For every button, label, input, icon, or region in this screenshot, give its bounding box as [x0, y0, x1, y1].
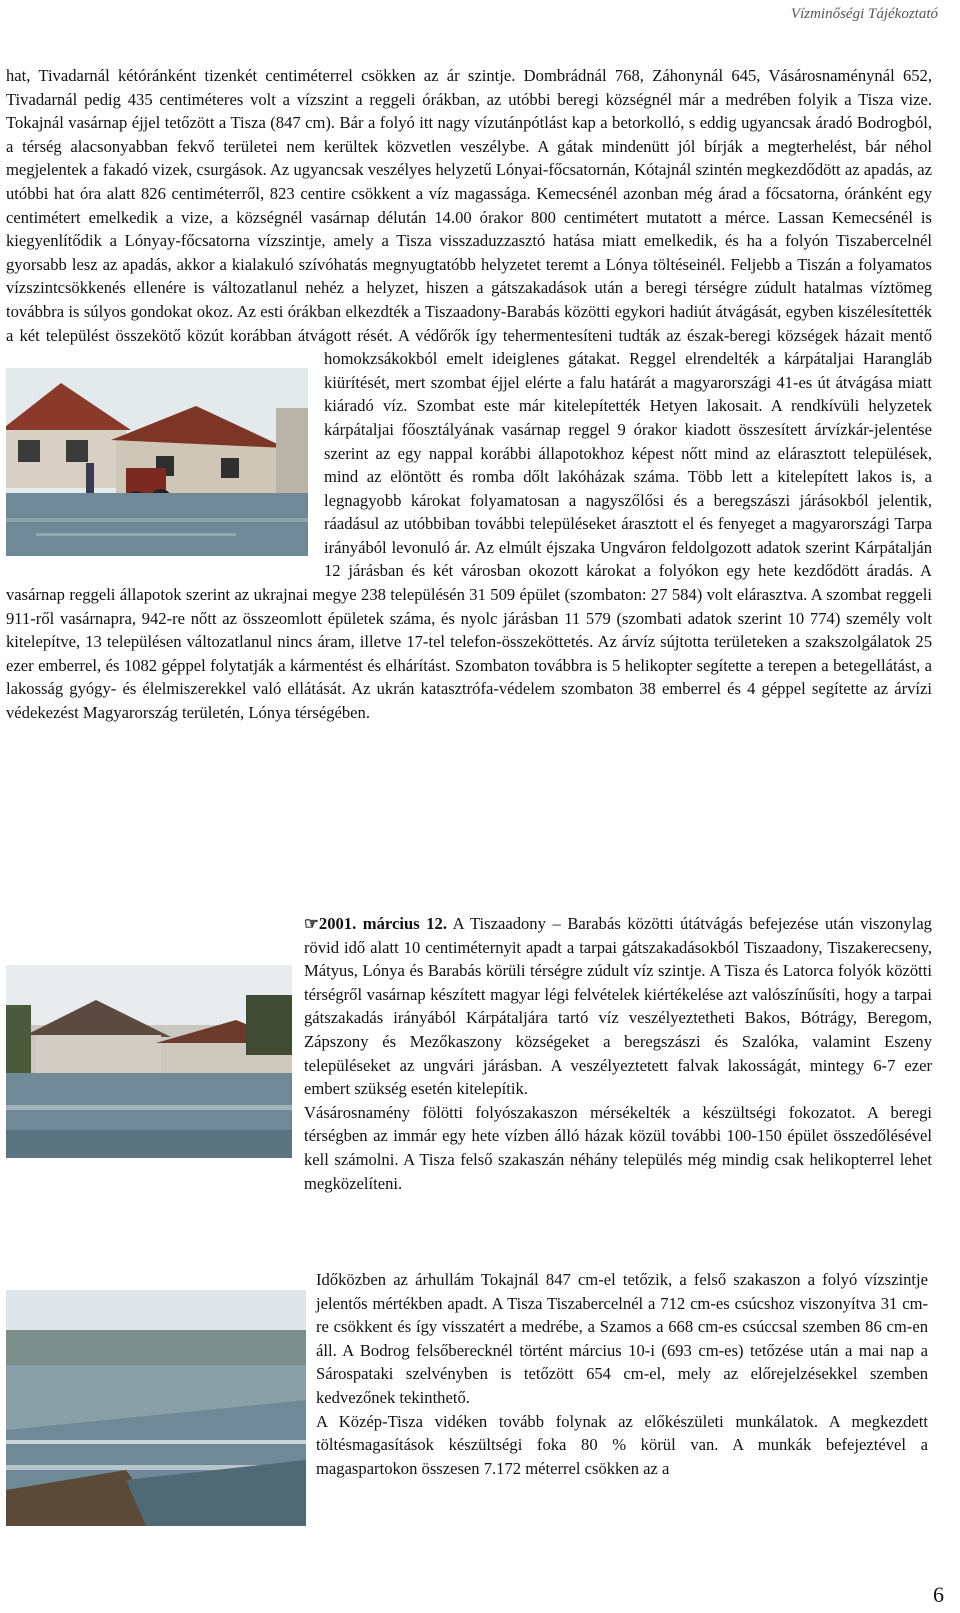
paragraph-1: hat, Tivadarnál kétóránként tizenkét centiméterrel csökken az ár szintje. Dombrádnál 768, Záhonynál 645, Vásárosnaménynál 652, Tivadarnál pedig 435 centiméteres volt a vízszint a reggeli órákban, az utóbbi beregi községnél már a medrében folyik a Tisza vize. Tokajnál vasárnap éjjel tetőzött a Tisza (847 cm). Bár a folyó itt nagy vízutánpótlást kap a betorkolló, s eddig ugyancsak áradó Bodrogból, a térség alacsonyabban fekvő területei nem kerültek közvetlen veszélybe. A gátak mindenütt jól bírják a megterhelést, bár néhol megjelentek a fakadó vizek, csurgások. Az ugyancsak veszélyes helyzetű Lónyai-főcsatornán, Kótajnál szintén megkezdődött az apadás, az utóbbi hat óra alatt 826 centiméterről, 823 centire csökkent a víz magassága. Kemecsénél azonban még árad a főcsatorna, óránként egy centimétert emelkedik a vize, a községnél vasárnap délután 14.00 órakor 800 centimétert mutatott a mérce. Lassan Kemecsénél is kiegyenlítődik a Lónyay-főcsatorna vízszintje, amely a Tisza visszaduzzasztó hatása miatt emelkedik, és ha a folyón Tiszabercelnél gyorsabb lesz az apadás, akkor a kialakuló szívóhatás megnyugtatóbb helyzetet teremt a Lónya töltéseinél. Feljebb a Tiszán a folyamatos vízszintcsökkenés ellenére is változatlanul nehéz a helyzet, hiszen a gátszakadások után a beregi térségre zúdult hatalmas víztömeg továbbra is súlyos gondokat okoz. Az esti órákban elkezdték a Tiszaadony-Barabás közötti egykori hadiút átvágását, egyben kiszélesítették a két települést összekötő közút korábban átvágott rését. A védőrők így tehermentesíteni tudták az észak-beregi községek házait mentő homokzsákokból emelt ideiglenes gátakat. Reggel elrendelték a kárpátaljai Harangláb kiürítését, mert szombat éjjel elérte a falu határát a magyarországi 41-es út átvágása miatt kiáradó víz. Szombat este már kitelepítették Hetyen lakosait. A rendkívüli helyzetek kárpátaljai főosztályának vasárnap reggel 9 órakor kiadott összesített árvízkár-jelentése szerint az egy nappal korábbi állapotokhoz képest nőtt mind az elárasztott települések, mind az elöntött és romba dőlt lakóházak száma. Több lett a kitelepített lakos is, a legnagyobb károkat folyamatosan a nagyszőlősi és a beregszászi járásokból jelentik, ráadásul az utóbbiban további településeket árasztott el és fenyeget a magyarországi Tarpa irányából levonuló ár. Az elmúlt éjszaka Ungváron feldolgozott adatok szerint Kárpátalján 12 járásban és két városban okozott károkat a folyókon egy hete kezdődött áradás. A vasárnap reggeli állapotok szerint az ukrajnai megye 238 településén 31 509 épület (szombaton: 27 584) volt elárasztva. A szombat reggeli 911-ről vasárnapra, 942-re nőtt az összeomlott épületek száma, és nyolc járásban 11 579 (szombati adatok szerint 10 774) személy volt kitelepítve, 13 településen változatlanul nincs áram, illetve 17-tel telefon-összeköttetés. Az árvíz sújtotta területeken a szakszolgálatok 25 ezer emberrel, és 1082 géppel folytatják a kármentést és elhárítást. Szombaton továbbra is 5 helikopter segítette a terepen a betegellátást, a lakosság gyógy- és élelmiszerekkel való ellátását. Az ukrán katasztrófa-védelem szombaton 38 emberrel és 4 géppel segítette az árvízi védekezést Magyarország területén, Lónya térségében. [6, 66, 932, 723]
paragraph-3: Vásárosnamény fölötti folyószakaszon mérsékelték a készültségi fokozatot. A beregi térségben az immár egy hete vízben álló házak közül további 100-150 épület összedőlésével kell számolni. A Tisza felső szakaszán néhány település még mindig csak helikopterrel lehet megközelíteni. [304, 1102, 932, 1193]
article-block-2 [6, 912, 932, 1217]
article-block-1 [6, 64, 932, 725]
photo-wrap-1 [6, 368, 324, 580]
page-number: 6 [933, 1582, 944, 1607]
paragraph-5: A Közép-Tisza vidéken tovább folynak az előkészületi munkálatok. A megkezdett töltésmagasítások készültségi foka 80 % körül van. A munkák befejeztével a magaspartokon összesen 7.172 méterrel csökken az a [316, 1411, 928, 1478]
paragraph-4: Időközben az árhullám Tokajnál 847 cm-el tetőzik, a felső szakaszon a folyó vízszintje jelentős mértékben apadt. A Tisza Tiszabercelnél a 712 cm-es csúcshoz viszonyítva 31 cm-re csökkent és így visszatért a medrébe, a Szamos a 668 cm-es csúccsal szemben 86 cm-en áll. A Bodrog felsőberecknél történt március 10-i (693 cm-es) tetőzése után a mai nap a Sárospataki szelvényben is tetőzött 654 cm-el, mely az előrejelzésekkel szemben kedvezőnek tekinthető. [316, 1270, 928, 1407]
article-block-3 [316, 1268, 928, 1480]
flood-water-photo [6, 1290, 306, 1526]
pointing-hand-icon: ☞ [304, 914, 319, 933]
entry-date: 2001. március 12. [318, 914, 447, 933]
running-header: Vízminőségi Tájékoztató [790, 6, 938, 22]
entry-text: A Tiszaadony – Barabás közötti útátvágás befejezése után viszonylag rövid idő alatt 10 centiméternyit apadt a tarpai gátszakadásokból Tiszaadony, Tiszakerecseny, Mátyus, Lónya és Barabás körüli térségre zúdult víz szintje. A Tisza és Latorca folyók közötti térségről vasárnap készített magyar légi felvételek kiértékelése azt valószínűsíti, hogy a tarpai gátszakadás irányából Kárpátaljára tartó víz veszélyeztetheti Bakos, Bótrágy, Beregom, Zápszony és Mezőkaszony községeket a beregszászi és Szalóka, valamint Eszeny településeket az ungvári járásban. A veszélyeztetett falvak lakosságát, mintegy 6-7 ezer embert szükség esetén kitelepítik. [304, 914, 932, 1099]
photo-wrap-2 [6, 912, 304, 1217]
